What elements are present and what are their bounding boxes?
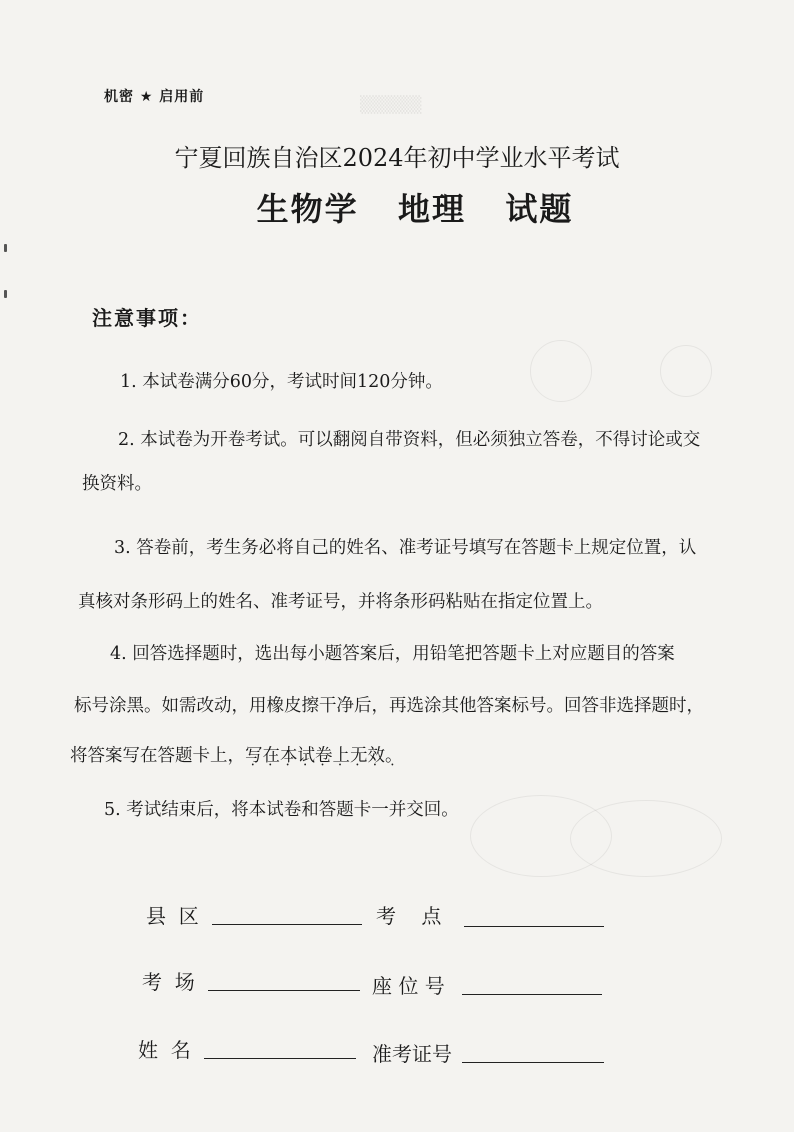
exam-title: 宁夏回族自治区2024年初中学业水平考试: [174, 144, 620, 172]
notice-item-4-line-3-a: 将答案写在答题卡上，: [70, 746, 245, 766]
notice-item-3-line-2: 真核对条形码上的姓名、准考证号，并将条形码粘贴在指定位置上。: [78, 592, 603, 612]
bleed-through-circle: [530, 340, 592, 402]
notice-item-3-line-1: 3. 答卷前，考生务必将自己的姓名、准考证号填写在答题卡上规定位置，认: [114, 538, 697, 558]
scan-edge-mark: [4, 244, 7, 252]
notice-item-4-line-2: 标号涂黑。如需改动，用橡皮擦干净后，再选涂其他答案标号。回答非选择题时，: [74, 696, 704, 716]
exam-site-blank[interactable]: [464, 926, 604, 927]
bleed-through-ellipse: [570, 800, 722, 877]
name-blank[interactable]: [204, 1058, 356, 1059]
seat-label: 座 位 号: [372, 974, 445, 998]
scan-edge-mark: [4, 290, 7, 298]
notice-item-5: 5. 考试结束后，将本试卷和答题卡一并交回。: [104, 800, 459, 820]
county-label: 县 区: [146, 904, 199, 928]
notice-item-1: 1. 本试卷满分60分，考试时间120分钟。: [120, 372, 443, 392]
emphasis-text: 写在本试卷上无效 • • •: [245, 746, 385, 766]
admission-label: 准考证号: [372, 1042, 452, 1066]
notice-item-4-line-1: 4. 回答选择题时，选出每小题答案后，用铅笔把答题卡上对应题目的答案: [110, 644, 675, 664]
confidential-label: 机密 ★ 启用前: [104, 89, 205, 105]
county-blank[interactable]: [212, 924, 362, 925]
exam-site-label: 考 点: [376, 904, 442, 928]
seat-blank[interactable]: [462, 994, 602, 995]
bleed-through-circle: [660, 345, 712, 397]
name-label: 姓 名: [138, 1038, 191, 1062]
notice-item-2-line-2: 换资料。: [82, 474, 152, 494]
exam-room-blank[interactable]: [208, 990, 360, 991]
bleed-through-text: ▒▒▒▒▒: [360, 95, 422, 114]
notice-item-4-line-3-c: 。: [385, 746, 403, 766]
notice-item-2-line-1: 2. 本试卷为开卷考试。可以翻阅自带资料，但必须独立答卷，不得讨论或交: [118, 430, 701, 450]
notice-heading: 注意事项：: [92, 306, 202, 330]
exam-room-label: 考 场: [142, 970, 195, 994]
admission-blank[interactable]: [462, 1062, 604, 1063]
subject-title: 生物学 地理 试题: [256, 190, 574, 228]
notice-item-4-line-3: [70, 742, 403, 767]
